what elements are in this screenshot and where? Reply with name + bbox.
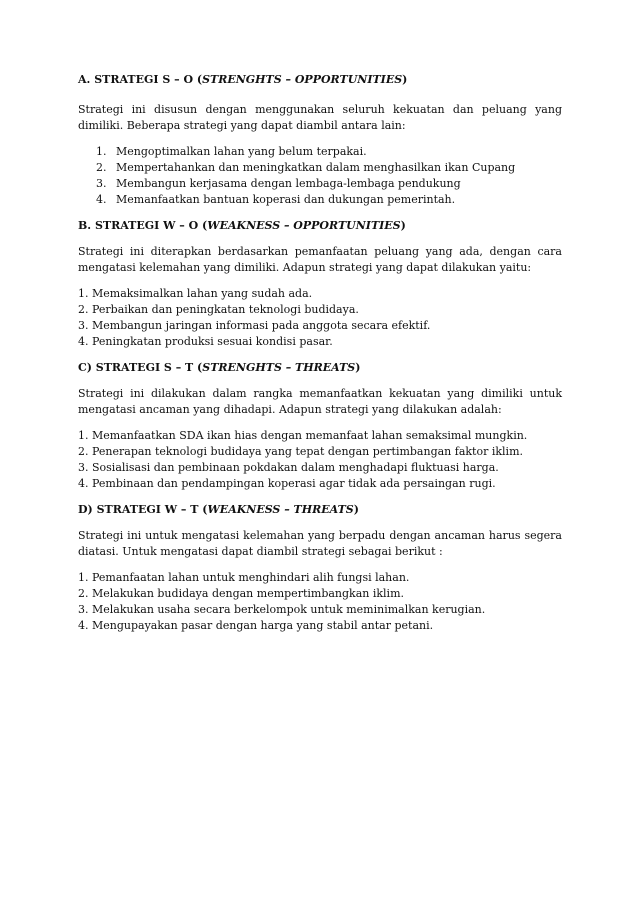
document-page — [78, 72, 562, 634]
list-item: 2. Melakukan budidaya dengan mempertimbangkan iklim. — [78, 587, 404, 600]
list-item: 3. Membangun jaringan informasi pada anggota secara efektif. — [78, 319, 431, 332]
list-item: 4. Mengupayakan pasar dengan harga yang stabil antar petani. — [78, 619, 434, 632]
list-item: 2. Mempertahankan dan meningkatkan dalam menghasilkan ikan Cupang — [96, 161, 516, 174]
section-c-list — [78, 428, 562, 492]
section-c-intro: Strategi ini dilakukan dalam rangka memanfaatkan kekuatan yang dimiliki untuk mengatasi ancaman yang dihadapi. Adapun strategi yang dilakukan adalah: — [78, 387, 562, 416]
list-item: 1. Memaksimalkan lahan yang sudah ada. — [78, 287, 313, 300]
list-item: 4. Peningkatan produksi sesuai kondisi pasar. — [78, 335, 333, 348]
section-d-intro: Strategi ini untuk mengatasi kelemahan yang berpadu dengan ancaman harus segera diatasi. Untuk mengatasi dapat diambil strategi sebagai berikut : — [78, 529, 562, 558]
section-d-list — [78, 570, 562, 634]
section-a-list — [78, 144, 562, 208]
list-item: 3. Melakukan usaha secara berkelompok untuk meminimalkan kerugian. — [78, 603, 486, 616]
list-item: 3. Sosialisasi dan pembinaan pokdakan dalam menghadapi fluktuasi harga. — [78, 461, 499, 474]
list-item: 4. Pembinaan dan pendampingan koperasi agar tidak ada persaingan rugi. — [78, 477, 496, 490]
list-item: 3. Membangun kerjasama dengan lembaga-lembaga pendukung — [96, 177, 461, 190]
section-a-heading: A. STRATEGI S – O (STRENGHTS – OPPORTUNITIES) — [78, 73, 408, 86]
section-b-intro: Strategi ini diterapkan berdasarkan pemanfaatan peluang yang ada, dengan cara mengatasi kelemahan yang dimiliki. Adapun strategi yang dapat dilakukan yaitu: — [78, 245, 562, 274]
section-d-heading: D) STRATEGI W – T (WEAKNESS – THREATS) — [78, 503, 359, 516]
list-item: 1. Pemanfaatan lahan untuk menghindari alih fungsi lahan. — [78, 571, 410, 584]
list-item: 2. Perbaikan dan peningkatan teknologi budidaya. — [78, 303, 359, 316]
list-item: 2. Penerapan teknologi budidaya yang tepat dengan pertimbangan faktor iklim. — [78, 445, 523, 458]
section-b-list — [78, 286, 562, 350]
list-item: 4. Memanfaatkan bantuan koperasi dan dukungan pemerintah. — [96, 193, 456, 206]
section-c-heading: C) STRATEGI S – T (STRENGHTS – THREATS) — [78, 361, 361, 374]
section-a-intro: Strategi ini disusun dengan menggunakan seluruh kekuatan dan peluang yang dimiliki. Beberapa strategi yang dapat diambil antara lain: — [78, 103, 562, 132]
list-item: 1. Memanfaatkan SDA ikan hias dengan memanfaat lahan semaksimal mungkin. — [78, 429, 528, 442]
section-b-heading: B. STRATEGI W – O (WEAKNESS – OPPORTUNITIES) — [78, 219, 406, 232]
list-item: 1. Mengoptimalkan lahan yang belum terpakai. — [96, 145, 367, 158]
